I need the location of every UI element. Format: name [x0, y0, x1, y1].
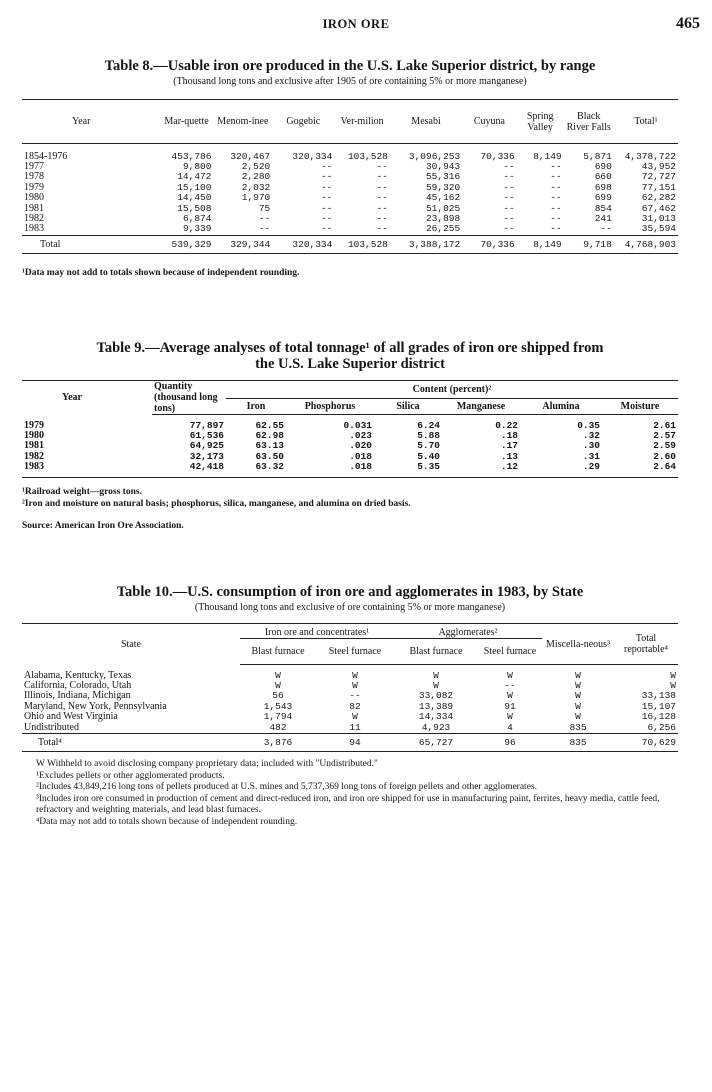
- total-cell: 835: [542, 733, 614, 751]
- table-cell: .13: [500, 450, 518, 462]
- table-8-col-8: Black River Falls: [564, 100, 614, 144]
- table-cell: W: [433, 679, 439, 691]
- table-9-col-quantity: Quantity (thousand long tons): [152, 381, 226, 415]
- table-10-footnote-4: ⁴Data may not add to totals shown because of independent rounding.: [36, 816, 298, 827]
- table-cell: 15,107: [641, 700, 676, 712]
- table-cell: 31,013: [641, 212, 676, 224]
- table-cell: 482: [269, 721, 287, 733]
- total-cell: 103,528: [334, 235, 390, 253]
- table-cell: --: [550, 181, 562, 193]
- table-10-total-row: [22, 733, 678, 751]
- table-cell: 320,467: [230, 150, 271, 162]
- table-cell: 4: [507, 721, 513, 733]
- row-label: 1981: [24, 440, 44, 452]
- table-cell: 2,520: [241, 160, 271, 172]
- table-8-header-row: [22, 100, 678, 144]
- table-9-title-line-2: the U.S. Lake Superior district: [255, 356, 445, 372]
- table-10-footnote-1: ¹Excludes pellets or other agglomerated products.: [36, 770, 225, 781]
- table-8-col-1: Mar-quette: [160, 100, 214, 144]
- table-cell: .020: [349, 440, 372, 452]
- table-10-col-ore-blast: Blast furnace: [240, 639, 316, 665]
- table-cell: --: [258, 223, 271, 235]
- table-cell: 59,320: [425, 181, 461, 193]
- table-8-footnote: ¹Data may not add to totals shown because of independent rounding.: [22, 268, 300, 279]
- table-9-col-3: Manganese: [442, 398, 520, 414]
- table-cell: 5.35: [417, 461, 440, 473]
- table-cell: 9,800: [182, 160, 212, 172]
- table-cell: 699: [594, 192, 612, 204]
- table-cell: 854: [594, 202, 612, 214]
- table-10-footnote-0: W Withheld to avoid disclosing company proprietary data; included with "Undistributed.": [36, 759, 378, 770]
- row-label: Maryland, New York, Pennsylvania: [24, 700, 167, 712]
- total-cell: 329,344: [213, 235, 272, 253]
- table-cell: 14,472: [177, 171, 212, 183]
- table-8-col-3: Gogebic: [272, 100, 334, 144]
- table-cell: --: [320, 202, 333, 214]
- table-cell: 75: [258, 202, 271, 214]
- table-cell: --: [550, 160, 562, 172]
- table-row: [22, 214, 678, 224]
- table-row: [22, 204, 678, 214]
- table-cell: 4,378,722: [624, 150, 676, 162]
- table-cell: 8,149: [533, 150, 562, 162]
- row-label: Undistributed: [24, 721, 79, 733]
- table-cell: .31: [582, 450, 600, 462]
- table-10-title: Table 10.—U.S. consumption of iron ore and agglomerates in 1983, by State: [116, 584, 584, 600]
- table-cell: --: [503, 181, 515, 193]
- table-cell: --: [550, 223, 562, 235]
- table-8-title: Table 8.—Usable iron ore produced in the U.S. Lake Superior district, by range: [104, 58, 596, 74]
- table-10-col-state: State: [22, 624, 240, 665]
- table-cell: 77,151: [641, 181, 676, 193]
- table-cell: 43,952: [641, 160, 676, 172]
- table-cell: 453,786: [171, 150, 212, 162]
- row-label: Alabama, Kentucky, Texas: [24, 669, 132, 681]
- table-9-col-2: Silica: [374, 398, 442, 414]
- table-cell: 67,462: [641, 202, 676, 214]
- table-cell: --: [320, 223, 333, 235]
- table-cell: 26,255: [425, 223, 461, 235]
- table-cell: 660: [594, 171, 612, 183]
- table-row: [22, 193, 678, 203]
- table-10-col-agglom-blast: Blast furnace: [394, 639, 478, 665]
- table-cell: W: [575, 690, 581, 702]
- table-8-col-0: Year: [22, 100, 160, 144]
- table-cell: 45,162: [425, 192, 461, 204]
- running-header: [0, 15, 712, 35]
- table-cell: .29: [582, 461, 600, 473]
- table-cell: 56: [272, 690, 284, 702]
- total-cell: 539,329: [160, 235, 214, 253]
- total-cell: 96: [478, 733, 542, 751]
- table-10-footnote-2: ²Includes 43,849,216 long tons of pellets produced at U.S. mines and 5,737,369 long tons of foreign pellets and other agglomerates.: [36, 782, 537, 793]
- table-9-source: Source: American Iron Ore Association.: [22, 521, 184, 532]
- table-cell: 320,334: [292, 150, 333, 162]
- running-title: IRON ORE: [322, 17, 390, 31]
- table-row: [22, 723, 678, 734]
- table-cell: 0.22: [495, 419, 518, 431]
- table-cell: 63.13: [255, 440, 284, 452]
- table-cell: 23,898: [425, 212, 461, 224]
- row-label: 1983: [24, 223, 44, 235]
- table-cell: W: [507, 669, 513, 681]
- row-label: 1979: [24, 419, 44, 431]
- table-9-col-0: Iron: [226, 398, 286, 414]
- table-9-title-line-1: Table 9.—Average analyses of total tonnage¹ of all grades of iron ore shipped from: [96, 340, 604, 356]
- table-row: [22, 152, 678, 162]
- table-cell: 1,794: [263, 711, 293, 723]
- table-cell: 13,389: [418, 700, 454, 712]
- table-cell: 63.50: [255, 450, 284, 462]
- table-cell: 35,594: [641, 223, 676, 235]
- table-cell: 14,334: [418, 711, 454, 723]
- table-cell: --: [550, 171, 562, 183]
- table-cell: 61,536: [189, 429, 224, 441]
- row-label: Illinois, Indiana, Michigan: [24, 690, 131, 702]
- table-10-col-total: Total reportable⁴: [614, 624, 678, 665]
- table-cell: --: [258, 212, 271, 224]
- table-row: [22, 162, 678, 172]
- table-cell: .12: [500, 461, 518, 473]
- total-cell: 320,334: [272, 235, 334, 253]
- table-cell: --: [503, 223, 515, 235]
- table-cell: --: [376, 171, 388, 183]
- table-cell: --: [550, 202, 562, 214]
- table-cell: 62.98: [255, 429, 284, 441]
- table-8-col-2: Menom-inee: [213, 100, 272, 144]
- table-cell: 2,280: [241, 171, 271, 183]
- table-cell: W: [352, 711, 358, 723]
- table-cell: .018: [349, 461, 372, 473]
- table-cell: 42,418: [189, 461, 224, 473]
- table-8-col-6: Cuyuna: [462, 100, 517, 144]
- table-row: [22, 172, 678, 182]
- table-cell: .18: [500, 429, 518, 441]
- table-cell: --: [349, 690, 361, 702]
- table-cell: --: [320, 171, 333, 183]
- table-cell: --: [376, 181, 388, 193]
- table-cell: W: [352, 669, 358, 681]
- row-label: 1983: [24, 461, 44, 473]
- table-cell: 14,450: [177, 192, 212, 204]
- total-cell: 4,768,903: [614, 235, 678, 253]
- table-cell: --: [550, 192, 562, 204]
- table-cell: 62,282: [641, 192, 676, 204]
- table-cell: --: [376, 160, 388, 172]
- total-cell: 70,336: [462, 235, 517, 253]
- table-row: [22, 712, 678, 722]
- table-cell: --: [376, 202, 388, 214]
- row-label: California, Colorado, Utah: [24, 679, 132, 691]
- table-cell: 15,100: [177, 181, 212, 193]
- table-cell: --: [504, 679, 516, 691]
- table-8-total-row: [22, 235, 678, 253]
- table-8-col-4: Ver-milion: [334, 100, 390, 144]
- table-cell: 690: [594, 160, 612, 172]
- table-cell: --: [503, 171, 515, 183]
- table-cell: 1,543: [263, 700, 293, 712]
- table-cell: .018: [349, 450, 372, 462]
- table-cell: 82: [349, 700, 361, 712]
- table-8-col-9: Total¹: [614, 100, 678, 144]
- table-9-col-4: Alumina: [520, 398, 602, 414]
- table-10-group-ore: Iron ore and concentrates¹: [240, 624, 394, 639]
- row-label: 1980: [24, 192, 44, 204]
- table-cell: 1,970: [241, 192, 271, 204]
- table-9-footnote-1: ¹Railroad weight—gross tons.: [22, 487, 142, 498]
- table-cell: W: [433, 669, 439, 681]
- table-10-footnote-3: ³Includes iron ore consumed in production of cement and direct-reduced iron, and iron ore shipped for use in manufacturing paint, ferrites, heavy media, cattle feed, refractory and weighting materials, and lead blast furnaces.: [36, 793, 660, 816]
- table-cell: 698: [594, 181, 612, 193]
- table-cell: 63.32: [255, 461, 284, 473]
- row-label: 1979: [24, 181, 44, 193]
- table-cell: 72,727: [641, 171, 676, 183]
- table-cell: --: [376, 212, 388, 224]
- table-10-block: [22, 584, 678, 828]
- table-10-group-agglomerates: Agglomerates²: [394, 624, 542, 639]
- table-9-col-year: Year: [22, 381, 152, 415]
- table-cell: 51,025: [425, 202, 461, 214]
- row-label: Ohio and West Virginia: [24, 711, 118, 723]
- table-cell: 0.031: [343, 419, 372, 431]
- table-cell: --: [550, 212, 562, 224]
- table-9-block: [22, 340, 678, 532]
- table-cell: --: [320, 181, 333, 193]
- table-cell: W: [575, 669, 581, 681]
- row-label: 1854-1976: [24, 150, 68, 162]
- table-cell: 835: [569, 721, 587, 733]
- table-cell: 9,339: [182, 223, 212, 235]
- table-cell: 241: [594, 212, 612, 224]
- table-cell: 2.60: [653, 450, 676, 462]
- table-cell: .023: [349, 429, 372, 441]
- table-cell: .32: [582, 429, 600, 441]
- table-10-col-ore-steel: Steel furnace: [316, 639, 394, 665]
- table-cell: 103,528: [347, 150, 388, 162]
- table-cell: --: [376, 192, 388, 204]
- table-cell: W: [575, 700, 581, 712]
- row-label: 1981: [24, 202, 44, 214]
- table-cell: --: [320, 192, 333, 204]
- table-cell: 91: [504, 700, 516, 712]
- table-cell: W: [670, 679, 676, 691]
- table-8-col-5: Mesabi: [390, 100, 462, 144]
- table-cell: --: [503, 160, 515, 172]
- total-cell: 3,388,172: [390, 235, 462, 253]
- table-cell: --: [503, 212, 515, 224]
- table-9-col-content: Content (percent)²: [226, 381, 678, 399]
- table-cell: 5.88: [417, 429, 440, 441]
- table-cell: --: [320, 212, 333, 224]
- total-cell: 65,727: [394, 733, 478, 751]
- table-cell: --: [600, 223, 612, 235]
- table-cell: 62.55: [255, 419, 284, 431]
- table-cell: W: [352, 679, 358, 691]
- table-8-block: [22, 58, 678, 279]
- table-cell: 16,128: [641, 711, 676, 723]
- table-cell: 4,923: [421, 721, 451, 733]
- table-cell: 2.57: [653, 429, 676, 441]
- table-10-subtitle: (Thousand long tons and exclusive of ore containing 5% or more manganese): [194, 602, 506, 613]
- total-cell: 94: [316, 733, 394, 751]
- table-9-col-1: Phosphorus: [286, 398, 374, 414]
- table-cell: W: [575, 711, 581, 723]
- total-label: Total⁴: [22, 733, 240, 751]
- table-cell: 2.61: [653, 419, 676, 431]
- table-cell: W: [670, 669, 676, 681]
- table-cell: 15,508: [177, 202, 212, 214]
- table-10-footnotes: [22, 759, 678, 828]
- table-cell: 6,874: [182, 212, 212, 224]
- table-cell: 0.35: [577, 419, 600, 431]
- table-cell: --: [503, 202, 515, 214]
- table-cell: 77,897: [189, 419, 224, 431]
- total-label: Total: [22, 235, 160, 253]
- total-cell: 8,149: [517, 235, 564, 253]
- table-cell: 5.40: [417, 450, 440, 462]
- table-cell: W: [275, 679, 281, 691]
- table-cell: 2.64: [653, 461, 676, 473]
- table-cell: 3,096,253: [408, 150, 461, 162]
- table-10-col-misc: Miscella-neous³: [542, 624, 614, 665]
- table-row: [22, 224, 678, 235]
- table-9: [22, 380, 678, 478]
- table-cell: W: [507, 690, 513, 702]
- row-label: 1980: [24, 429, 44, 441]
- table-8-col-7: Spring Valley: [517, 100, 564, 144]
- table-9-col-5: Moisture: [602, 398, 678, 414]
- table-cell: 55,316: [425, 171, 461, 183]
- row-label: 1982: [24, 212, 44, 224]
- table-cell: 6,256: [647, 721, 676, 733]
- table-cell: 32,173: [189, 450, 224, 462]
- table-cell: 11: [349, 721, 361, 733]
- table-cell: 2,032: [241, 181, 271, 193]
- table-row: [22, 462, 678, 472]
- table-cell: 30,943: [425, 160, 461, 172]
- table-row: [22, 183, 678, 193]
- table-cell: --: [503, 192, 515, 204]
- total-cell: 3,876: [240, 733, 316, 751]
- table-cell: .17: [500, 440, 518, 452]
- row-label: 1978: [24, 171, 44, 183]
- table-cell: 5.70: [417, 440, 440, 452]
- total-cell: 9,718: [564, 235, 614, 253]
- row-label: 1982: [24, 450, 44, 462]
- table-cell: 2.59: [653, 440, 676, 452]
- table-cell: W: [275, 669, 281, 681]
- table-10: [22, 623, 678, 752]
- table-cell: 33,138: [641, 690, 676, 702]
- table-8-subtitle: (Thousand long tons and exclusive after 1905 of ore containing 5% or more manganese): [173, 76, 527, 87]
- row-label: 1977: [24, 160, 44, 172]
- table-cell: .30: [582, 440, 600, 452]
- table-cell: 6.24: [417, 419, 440, 431]
- table-cell: 33,082: [418, 690, 454, 702]
- table-cell: --: [376, 223, 388, 235]
- table-cell: --: [320, 160, 333, 172]
- table-cell: W: [575, 679, 581, 691]
- table-10-col-agglom-steel: Steel furnace: [478, 639, 542, 665]
- table-cell: 70,336: [480, 150, 515, 162]
- table-9-footnote-2: ²Iron and moisture on natural basis; phosphorus, silica, manganese, and alumina on dried basis.: [22, 499, 411, 510]
- page-number: 465: [676, 15, 700, 32]
- total-cell: 70,629: [614, 733, 678, 751]
- table-cell: 64,925: [189, 440, 224, 452]
- table-cell: W: [507, 711, 513, 723]
- table-8: [22, 99, 678, 254]
- table-cell: 5,871: [583, 150, 612, 162]
